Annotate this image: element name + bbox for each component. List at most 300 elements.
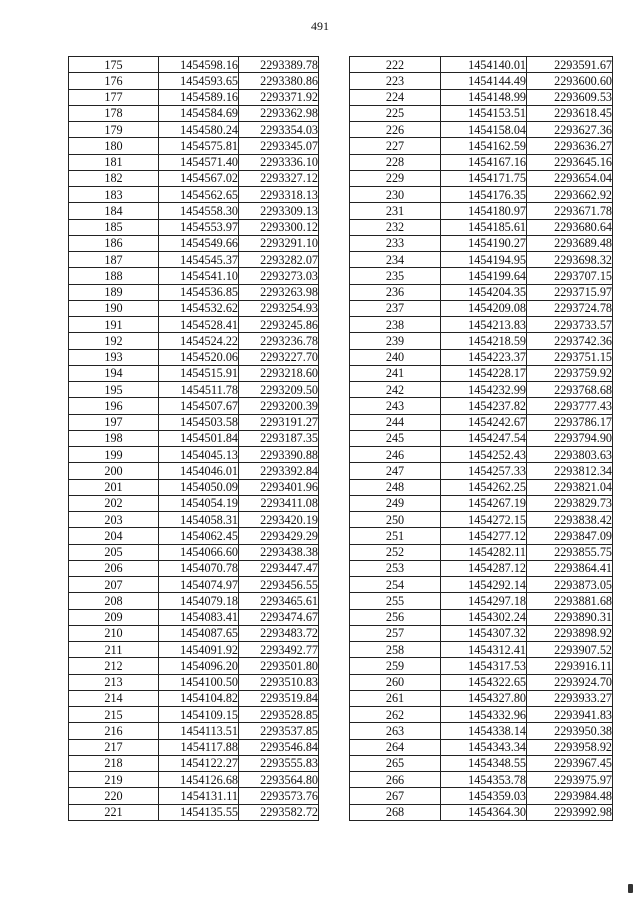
point-number-cell: 255 [350,593,441,609]
x-coordinate-cell: 1454282.11 [441,544,527,560]
x-coordinate-cell: 1454050.09 [159,479,239,495]
table-row [69,609,319,625]
point-number-cell: 187 [69,252,159,268]
y-coordinate-cell: 2293890.31 [527,609,613,625]
x-coordinate-cell: 1454338.14 [441,723,527,739]
y-coordinate-cell: 2293438.38 [239,544,319,560]
x-coordinate-cell: 1454209.08 [441,300,527,316]
x-coordinate-cell: 1454359.03 [441,788,527,804]
x-coordinate-cell: 1454515.91 [159,365,239,381]
point-number-cell: 219 [69,772,159,788]
x-coordinate-cell: 1454532.62 [159,300,239,316]
table-row [350,479,613,495]
point-number-cell: 259 [350,658,441,674]
table-row [350,268,613,284]
x-coordinate-cell: 1454364.30 [441,804,527,820]
coordinates-table-right [349,56,613,821]
x-coordinate-cell: 1454524.22 [159,333,239,349]
y-coordinate-cell: 2293742.36 [527,333,613,349]
y-coordinate-cell: 2293282.07 [239,252,319,268]
table-row [350,609,613,625]
table-row [69,658,319,674]
y-coordinate-cell: 2293362.98 [239,105,319,121]
x-coordinate-cell: 1454232.99 [441,382,527,398]
x-coordinate-cell: 1454131.11 [159,788,239,804]
table-row [350,495,613,511]
table-row [69,495,319,511]
y-coordinate-cell: 2293689.48 [527,235,613,251]
table-row [350,398,613,414]
point-number-cell: 199 [69,447,159,463]
table-row [350,755,613,771]
x-coordinate-cell: 1454520.06 [159,349,239,365]
x-coordinate-cell: 1454213.83 [441,317,527,333]
point-number-cell: 195 [69,382,159,398]
point-number-cell: 222 [350,57,441,73]
x-coordinate-cell: 1454507.67 [159,398,239,414]
point-number-cell: 252 [350,544,441,560]
x-coordinate-cell: 1454575.81 [159,138,239,154]
y-coordinate-cell: 2293582.72 [239,804,319,820]
table-row [350,203,613,219]
x-coordinate-cell: 1454074.97 [159,577,239,593]
x-coordinate-cell: 1454144.49 [441,73,527,89]
y-coordinate-cell: 2293967.45 [527,755,613,771]
point-number-cell: 247 [350,463,441,479]
x-coordinate-cell: 1454327.80 [441,690,527,706]
x-coordinate-cell: 1454317.53 [441,658,527,674]
y-coordinate-cell: 2293537.85 [239,723,319,739]
point-number-cell: 175 [69,57,159,73]
y-coordinate-cell: 2293898.92 [527,625,613,641]
point-number-cell: 241 [350,365,441,381]
y-coordinate-cell: 2293263.98 [239,284,319,300]
y-coordinate-cell: 2293465.61 [239,593,319,609]
x-coordinate-cell: 1454171.75 [441,170,527,186]
y-coordinate-cell: 2293254.93 [239,300,319,316]
table-row [69,414,319,430]
point-number-cell: 186 [69,235,159,251]
x-coordinate-cell: 1454267.19 [441,495,527,511]
point-number-cell: 221 [69,804,159,820]
table-row [69,219,319,235]
table-row [350,187,613,203]
table-row [350,300,613,316]
table-row [350,170,613,186]
x-coordinate-cell: 1454584.69 [159,105,239,121]
y-coordinate-cell: 2293609.53 [527,89,613,105]
point-number-cell: 242 [350,382,441,398]
x-coordinate-cell: 1454541.10 [159,268,239,284]
y-coordinate-cell: 2293447.47 [239,560,319,576]
x-coordinate-cell: 1454536.85 [159,284,239,300]
table-row [350,707,613,723]
x-coordinate-cell: 1454589.16 [159,89,239,105]
x-coordinate-cell: 1454503.58 [159,414,239,430]
x-coordinate-cell: 1454140.01 [441,57,527,73]
x-coordinate-cell: 1454237.82 [441,398,527,414]
table-row [350,333,613,349]
table-row [69,138,319,154]
point-number-cell: 266 [350,772,441,788]
x-coordinate-cell: 1454045.13 [159,447,239,463]
point-number-cell: 228 [350,154,441,170]
y-coordinate-cell: 2293245.86 [239,317,319,333]
table-row [69,57,319,73]
x-coordinate-cell: 1454117.88 [159,739,239,755]
point-number-cell: 262 [350,707,441,723]
table-row [350,349,613,365]
y-coordinate-cell: 2293227.70 [239,349,319,365]
y-coordinate-cell: 2293847.09 [527,528,613,544]
x-coordinate-cell: 1454228.17 [441,365,527,381]
y-coordinate-cell: 2293555.83 [239,755,319,771]
x-coordinate-cell: 1454062.45 [159,528,239,544]
point-number-cell: 223 [350,73,441,89]
point-number-cell: 196 [69,398,159,414]
point-number-cell: 263 [350,723,441,739]
point-number-cell: 234 [350,252,441,268]
y-coordinate-cell: 2293411.08 [239,495,319,511]
y-coordinate-cell: 2293786.17 [527,414,613,430]
point-number-cell: 205 [69,544,159,560]
x-coordinate-cell: 1454528.41 [159,317,239,333]
y-coordinate-cell: 2293645.16 [527,154,613,170]
point-number-cell: 239 [350,333,441,349]
table-row [350,739,613,755]
point-number-cell: 179 [69,122,159,138]
point-number-cell: 197 [69,414,159,430]
y-coordinate-cell: 2293456.55 [239,577,319,593]
table-row [350,122,613,138]
table-row [350,73,613,89]
point-number-cell: 268 [350,804,441,820]
point-number-cell: 190 [69,300,159,316]
point-number-cell: 250 [350,512,441,528]
x-coordinate-cell: 1454058.31 [159,512,239,528]
x-coordinate-cell: 1454091.92 [159,642,239,658]
point-number-cell: 226 [350,122,441,138]
y-coordinate-cell: 2293715.97 [527,284,613,300]
y-coordinate-cell: 2293975.97 [527,772,613,788]
y-coordinate-cell: 2293345.07 [239,138,319,154]
y-coordinate-cell: 2293941.83 [527,707,613,723]
x-coordinate-cell: 1454148.99 [441,89,527,105]
point-number-cell: 254 [350,577,441,593]
point-number-cell: 198 [69,430,159,446]
y-coordinate-cell: 2293924.70 [527,674,613,690]
y-coordinate-cell: 2293389.78 [239,57,319,73]
point-number-cell: 200 [69,463,159,479]
x-coordinate-cell: 1454223.37 [441,349,527,365]
table-row [350,723,613,739]
point-number-cell: 210 [69,625,159,641]
x-coordinate-cell: 1454511.78 [159,382,239,398]
y-coordinate-cell: 2293191.27 [239,414,319,430]
table-row [69,690,319,706]
point-number-cell: 231 [350,203,441,219]
table-row [69,349,319,365]
x-coordinate-cell: 1454567.02 [159,170,239,186]
table-row [350,447,613,463]
x-coordinate-cell: 1454302.24 [441,609,527,625]
point-number-cell: 238 [350,317,441,333]
x-coordinate-cell: 1454135.55 [159,804,239,820]
x-coordinate-cell: 1454332.96 [441,707,527,723]
table-row [350,57,613,73]
y-coordinate-cell: 2293829.73 [527,495,613,511]
x-coordinate-cell: 1454194.95 [441,252,527,268]
y-coordinate-cell: 2293510.83 [239,674,319,690]
x-coordinate-cell: 1454272.15 [441,512,527,528]
x-coordinate-cell: 1454176.35 [441,187,527,203]
table-row [69,739,319,755]
y-coordinate-cell: 2293371.92 [239,89,319,105]
point-number-cell: 232 [350,219,441,235]
x-coordinate-cell: 1454262.25 [441,479,527,495]
y-coordinate-cell: 2293291.10 [239,235,319,251]
table-row [350,690,613,706]
table-row [350,365,613,381]
table-row [69,560,319,576]
table-row [350,674,613,690]
table-row [69,89,319,105]
x-coordinate-cell: 1454180.97 [441,203,527,219]
table-row [350,463,613,479]
point-number-cell: 177 [69,89,159,105]
y-coordinate-cell: 2293984.48 [527,788,613,804]
y-coordinate-cell: 2293218.60 [239,365,319,381]
x-coordinate-cell: 1454190.27 [441,235,527,251]
table-row [69,122,319,138]
x-coordinate-cell: 1454242.67 [441,414,527,430]
point-number-cell: 211 [69,642,159,658]
x-coordinate-cell: 1454079.18 [159,593,239,609]
point-number-cell: 236 [350,284,441,300]
y-coordinate-cell: 2293933.27 [527,690,613,706]
x-coordinate-cell: 1454087.65 [159,625,239,641]
x-coordinate-cell: 1454287.12 [441,560,527,576]
x-coordinate-cell: 1454257.33 [441,463,527,479]
table-row [69,528,319,544]
point-number-cell: 193 [69,349,159,365]
point-number-cell: 212 [69,658,159,674]
x-coordinate-cell: 1454580.24 [159,122,239,138]
table-row [350,593,613,609]
table-row [350,219,613,235]
point-number-cell: 265 [350,755,441,771]
table-row [69,755,319,771]
x-coordinate-cell: 1454307.32 [441,625,527,641]
table-row [69,105,319,121]
table-row [69,625,319,641]
table-row [350,577,613,593]
x-coordinate-cell: 1454312.41 [441,642,527,658]
y-coordinate-cell: 2293420.19 [239,512,319,528]
x-coordinate-cell: 1454109.15 [159,707,239,723]
y-coordinate-cell: 2293501.80 [239,658,319,674]
page-number: 491 [311,19,329,33]
y-coordinate-cell: 2293309.13 [239,203,319,219]
x-coordinate-cell: 1454199.64 [441,268,527,284]
x-coordinate-cell: 1454122.27 [159,755,239,771]
table-row [69,674,319,690]
table-row [350,544,613,560]
y-coordinate-cell: 2293864.41 [527,560,613,576]
table-row [350,382,613,398]
y-coordinate-cell: 2293794.90 [527,430,613,446]
y-coordinate-cell: 2293768.68 [527,382,613,398]
y-coordinate-cell: 2293821.04 [527,479,613,495]
x-coordinate-cell: 1454297.18 [441,593,527,609]
x-coordinate-cell: 1454218.59 [441,333,527,349]
y-coordinate-cell: 2293318.13 [239,187,319,203]
y-coordinate-cell: 2293564.80 [239,772,319,788]
coordinates-table-left-body [69,57,319,821]
point-number-cell: 260 [350,674,441,690]
point-number-cell: 208 [69,593,159,609]
point-number-cell: 180 [69,138,159,154]
y-coordinate-cell: 2293354.03 [239,122,319,138]
x-coordinate-cell: 1454593.65 [159,73,239,89]
x-coordinate-cell: 1454100.50 [159,674,239,690]
point-number-cell: 246 [350,447,441,463]
point-number-cell: 233 [350,235,441,251]
y-coordinate-cell: 2293573.76 [239,788,319,804]
point-number-cell: 267 [350,788,441,804]
y-coordinate-cell: 2293618.45 [527,105,613,121]
table-row [350,414,613,430]
table-row [69,252,319,268]
y-coordinate-cell: 2293662.92 [527,187,613,203]
point-number-cell: 214 [69,690,159,706]
table-row [350,317,613,333]
y-coordinate-cell: 2293429.29 [239,528,319,544]
table-row [69,398,319,414]
table-row [69,512,319,528]
x-coordinate-cell: 1454292.14 [441,577,527,593]
y-coordinate-cell: 2293759.92 [527,365,613,381]
y-coordinate-cell: 2293327.12 [239,170,319,186]
y-coordinate-cell: 2293733.57 [527,317,613,333]
point-number-cell: 227 [350,138,441,154]
y-coordinate-cell: 2293838.42 [527,512,613,528]
y-coordinate-cell: 2293881.68 [527,593,613,609]
table-row [350,658,613,674]
table-row [69,235,319,251]
y-coordinate-cell: 2293751.15 [527,349,613,365]
table-row [350,154,613,170]
y-coordinate-cell: 2293777.43 [527,398,613,414]
point-number-cell: 218 [69,755,159,771]
table-row [69,430,319,446]
point-number-cell: 183 [69,187,159,203]
y-coordinate-cell: 2293698.32 [527,252,613,268]
point-number-cell: 264 [350,739,441,755]
point-number-cell: 176 [69,73,159,89]
point-number-cell: 220 [69,788,159,804]
scan-mark [628,884,633,893]
table-row [69,642,319,658]
point-number-cell: 244 [350,414,441,430]
table-row [69,333,319,349]
point-number-cell: 191 [69,317,159,333]
x-coordinate-cell: 1454277.12 [441,528,527,544]
point-number-cell: 201 [69,479,159,495]
point-number-cell: 215 [69,707,159,723]
x-coordinate-cell: 1454153.51 [441,105,527,121]
table-row [350,512,613,528]
point-number-cell: 249 [350,495,441,511]
table-row [69,382,319,398]
y-coordinate-cell: 2293627.36 [527,122,613,138]
point-number-cell: 253 [350,560,441,576]
y-coordinate-cell: 2293992.98 [527,804,613,820]
table-row [350,105,613,121]
table-row [69,593,319,609]
table-row [350,560,613,576]
table-row [350,89,613,105]
table-row [350,804,613,820]
x-coordinate-cell: 1454562.65 [159,187,239,203]
table-row [69,170,319,186]
y-coordinate-cell: 2293707.15 [527,268,613,284]
y-coordinate-cell: 2293680.64 [527,219,613,235]
point-number-cell: 213 [69,674,159,690]
y-coordinate-cell: 2293401.96 [239,479,319,495]
y-coordinate-cell: 2293380.86 [239,73,319,89]
y-coordinate-cell: 2293236.78 [239,333,319,349]
point-number-cell: 257 [350,625,441,641]
point-number-cell: 189 [69,284,159,300]
point-number-cell: 258 [350,642,441,658]
y-coordinate-cell: 2293873.05 [527,577,613,593]
table-row [350,138,613,154]
coordinates-table-left [68,56,319,821]
y-coordinate-cell: 2293916.11 [527,658,613,674]
y-coordinate-cell: 2293812.34 [527,463,613,479]
table-row [69,187,319,203]
y-coordinate-cell: 2293528.85 [239,707,319,723]
coordinates-table-right-body [350,57,613,821]
point-number-cell: 192 [69,333,159,349]
table-row [69,772,319,788]
table-row [350,772,613,788]
table-row [69,804,319,820]
x-coordinate-cell: 1454167.16 [441,154,527,170]
x-coordinate-cell: 1454247.54 [441,430,527,446]
table-row [350,625,613,641]
x-coordinate-cell: 1454545.37 [159,252,239,268]
table-row [350,252,613,268]
table-row [69,73,319,89]
x-coordinate-cell: 1454348.55 [441,755,527,771]
x-coordinate-cell: 1454322.65 [441,674,527,690]
y-coordinate-cell: 2293803.63 [527,447,613,463]
y-coordinate-cell: 2293855.75 [527,544,613,560]
table-row [69,365,319,381]
x-coordinate-cell: 1454046.01 [159,463,239,479]
table-row [69,723,319,739]
x-coordinate-cell: 1454571.40 [159,154,239,170]
x-coordinate-cell: 1454558.30 [159,203,239,219]
point-number-cell: 178 [69,105,159,121]
x-coordinate-cell: 1454553.97 [159,219,239,235]
x-coordinate-cell: 1454070.78 [159,560,239,576]
x-coordinate-cell: 1454113.51 [159,723,239,739]
x-coordinate-cell: 1454054.19 [159,495,239,511]
point-number-cell: 207 [69,577,159,593]
